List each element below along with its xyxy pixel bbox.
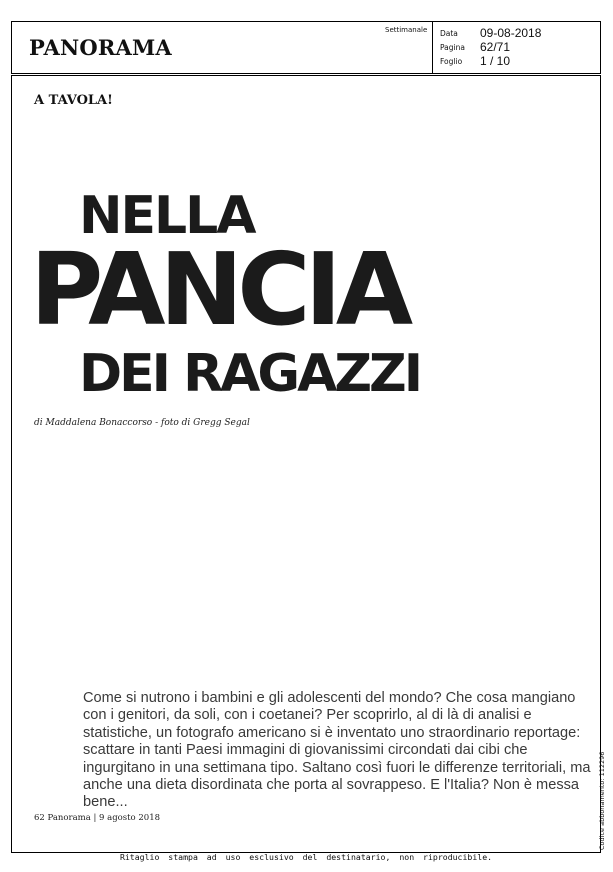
- title-line-3: DEI RAGAZZI: [79, 344, 421, 404]
- page-row: [440, 40, 541, 54]
- header-box: [11, 21, 601, 74]
- date-row: [440, 26, 541, 40]
- title-line-1: NELLA: [79, 186, 255, 246]
- date-label: Data: [440, 28, 458, 38]
- section-label: A TAVOLA!: [34, 93, 113, 108]
- header-meta: [440, 26, 541, 68]
- byline: di Maddalena Bonaccorso - foto di Gregg Segal: [34, 418, 250, 428]
- sheet-label: Foglio: [440, 56, 463, 66]
- date-value: 09-08-2018: [480, 26, 542, 40]
- header-divider: [432, 22, 433, 73]
- copyright-note: Ritaglio stampa ad uso esclusivo del destinatario, non riproducibile.: [119, 852, 493, 862]
- subscription-code-text: Codice abbonamento: 112296: [598, 751, 606, 850]
- sheet-row: [440, 54, 541, 68]
- page-footer: 62 Panorama | 9 agosto 2018: [34, 813, 161, 823]
- page-value: 62/71: [480, 40, 511, 54]
- article-lead: Come si nutrono i bambini e gli adolescenti del mondo? Che cosa mangiano con i genitori, da soli, con i coetanei? Per scoprirlo, al di là di analisi e statistiche, un fotografo americano si è inventato uno straordinario reportage: scattare in tanti Paesi immagini di giovanissimi circondati dai cibi che ingurgitano in una settimana tipo. Saltano così fuori le differenze territoriali, ma anche una dieta disordinata che porta al sovrappeso. E l'Italia? Non è messa bene...: [83, 690, 591, 811]
- title-line-2: PANCIA: [30, 231, 408, 348]
- page-label: Pagina: [440, 42, 465, 52]
- publication-logo: PANORAMA: [29, 35, 172, 60]
- sheet-value: 1 / 10: [480, 54, 511, 68]
- periodicity-label: Settimanale: [385, 26, 428, 34]
- subscription-code: [598, 751, 610, 852]
